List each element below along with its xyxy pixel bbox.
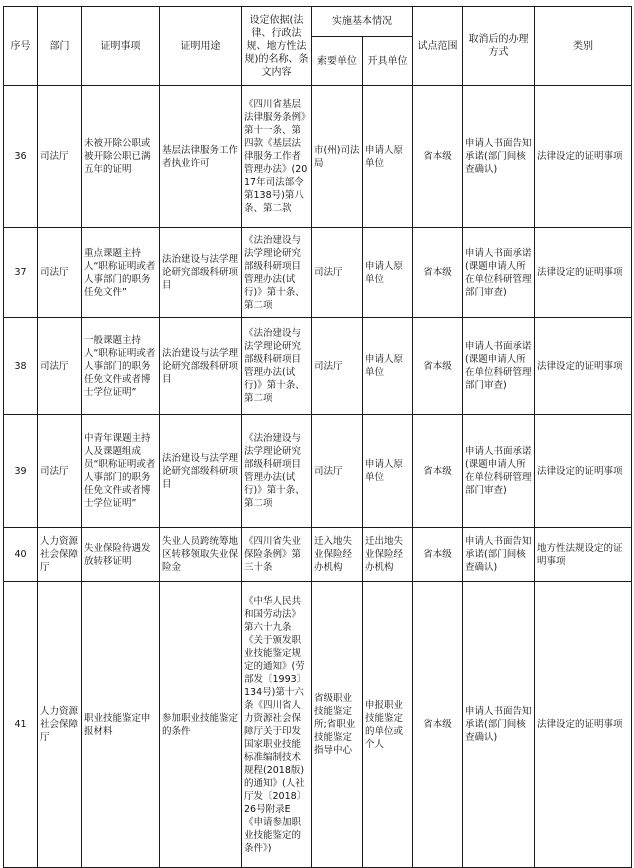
table-row (4, 318, 632, 415)
row-pilot-scope: 省本级 (413, 86, 463, 228)
row-requesting-unit: 省级职业技能鉴定所;省职业技能鉴定指导中心 (312, 582, 363, 868)
row-department: 司法厅 (38, 228, 82, 318)
header-purpose: 证明用途 (160, 7, 242, 86)
header-index: 序号 (4, 7, 38, 86)
row-purpose: 法治建设与法学理论研究部级科研项目 (160, 228, 242, 318)
row-category: 法律设定的证明事项 (535, 318, 632, 415)
row-index: 39 (4, 415, 38, 528)
table-row (4, 228, 632, 318)
row-after-cancel: 申请人书面承诺(课题申请人所在单位科研管理部门审查) (463, 318, 535, 415)
row-department: 人力资源社会保障厅 (38, 582, 82, 868)
row-category: 法律设定的证明事项 (535, 582, 632, 868)
row-department: 人力资源社会保障厅 (38, 528, 82, 582)
row-item: 失业保险待遇发放转移证明 (82, 528, 160, 582)
row-after-cancel: 申请人书面告知承诺(部门间核查确认) (463, 528, 535, 582)
row-item: 未被开除公职或被开除公职已满五年的证明 (82, 86, 160, 228)
row-basis: 《中华人民共和国劳动法》第六十九条《关于颁发职业技能鉴定规定的通知》(劳部发〔1993〕134号)第十六条《四川省人力资源社会保障厅关于印发国家职业技能标准编制技术规程(2018版)的通知》(人社厅发〔2018〕26号附录E《申请参加职业技能鉴定的条件》) (242, 582, 312, 868)
row-purpose: 基层法律服务工作者执业许可 (160, 86, 242, 228)
row-requesting-unit: 市(州)司法局 (312, 86, 363, 228)
row-after-cancel: 申请人书面告知承诺(部门间核查确认) (463, 86, 535, 228)
row-issuing-unit: 申请人原单位 (363, 228, 413, 318)
certification-items-table (3, 6, 632, 868)
row-requesting-unit: 司法厅 (312, 415, 363, 528)
row-issuing-unit: 申请人原单位 (363, 415, 413, 528)
row-issuing-unit: 迁出地失业保险经办机构 (363, 528, 413, 582)
row-purpose: 失业人员跨统筹地区转移领取失业保险金 (160, 528, 242, 582)
row-index: 37 (4, 228, 38, 318)
row-index: 36 (4, 86, 38, 228)
header-requesting-unit: 索要单位 (312, 37, 363, 86)
row-index: 38 (4, 318, 38, 415)
row-category: 法律设定的证明事项 (535, 86, 632, 228)
header-basis: 设定依据(法律、行政法规、地方性法规)的名称、条文内容 (242, 7, 312, 86)
row-purpose: 法治建设与法学理论研究部级科研项目 (160, 415, 242, 528)
row-requesting-unit: 司法厅 (312, 318, 363, 415)
row-department: 司法厅 (38, 86, 82, 228)
row-department: 司法厅 (38, 415, 82, 528)
header-pilot-scope: 试点范围 (413, 7, 463, 86)
row-basis: 《四川省基层法律服务条例》第十一条、第四款《基层法律服务工作者管理办法》(2017年司法部令第138号)第八条、第二款 (242, 86, 312, 228)
row-index: 40 (4, 528, 38, 582)
row-issuing-unit: 申请人原单位 (363, 318, 413, 415)
row-purpose: 法治建设与法学理论研究部级科研项目 (160, 318, 242, 415)
row-category: 法律设定的证明事项 (535, 415, 632, 528)
row-purpose: 参加职业技能鉴定的条件 (160, 582, 242, 868)
header-after-cancel: 取消后的办理方式 (463, 7, 535, 86)
header-implementation: 实施基本情况 (312, 7, 413, 37)
table-row (4, 86, 632, 228)
row-basis: 《四川省失业保险条例》第三十条 (242, 528, 312, 582)
row-pilot-scope: 省本级 (413, 415, 463, 528)
header-item: 证明事项 (82, 7, 160, 86)
table-row (4, 582, 632, 868)
row-category: 法律设定的证明事项 (535, 228, 632, 318)
header-category: 类别 (535, 7, 632, 86)
row-pilot-scope: 省本级 (413, 528, 463, 582)
row-requesting-unit: 迁入地失业保险经办机构 (312, 528, 363, 582)
table-row (4, 415, 632, 528)
row-department: 司法厅 (38, 318, 82, 415)
row-issuing-unit: 申报职业技能鉴定的单位或个人 (363, 582, 413, 868)
row-index: 41 (4, 582, 38, 868)
row-pilot-scope: 省本级 (413, 318, 463, 415)
row-item: 职业技能鉴定申报材料 (82, 582, 160, 868)
row-item: 一般课题主持人“职称证明或者人事部门的职务任免文件或者博士学位证明” (82, 318, 160, 415)
row-basis: 《法治建设与法学理论研究部级科研项目管理办法(试行)》第十条、第二项 (242, 228, 312, 318)
table-row (4, 528, 632, 582)
row-requesting-unit: 司法厅 (312, 228, 363, 318)
header-row (4, 7, 632, 37)
row-item: 重点课题主持人“职称证明或者人事部门的职务任免文件” (82, 228, 160, 318)
row-issuing-unit: 申请人原单位 (363, 86, 413, 228)
row-category: 地方性法规设定的证明事项 (535, 528, 632, 582)
row-after-cancel: 申请人书面承诺(课题申请人所在单位科研管理部门审查) (463, 228, 535, 318)
row-basis: 《法治建设与法学理论研究部级科研项目管理办法(试行)》第十条、第二项 (242, 415, 312, 528)
header-issuing-unit: 开具单位 (363, 37, 413, 86)
row-item: 中青年课题主持人及课题组成员“职称证明或者人事部门的职务任免文件或者博士学位证明” (82, 415, 160, 528)
row-pilot-scope: 省本级 (413, 228, 463, 318)
row-pilot-scope: 省本级 (413, 582, 463, 868)
row-basis: 《法治建设与法学理论研究部级科研项目管理办法(试行)》第十条、第二项 (242, 318, 312, 415)
row-after-cancel: 申请人书面承诺(课题申请人所在单位科研管理部门审查) (463, 415, 535, 528)
row-after-cancel: 申请人书面告知承诺(部门间核查确认) (463, 582, 535, 868)
header-department: 部门 (38, 7, 82, 86)
